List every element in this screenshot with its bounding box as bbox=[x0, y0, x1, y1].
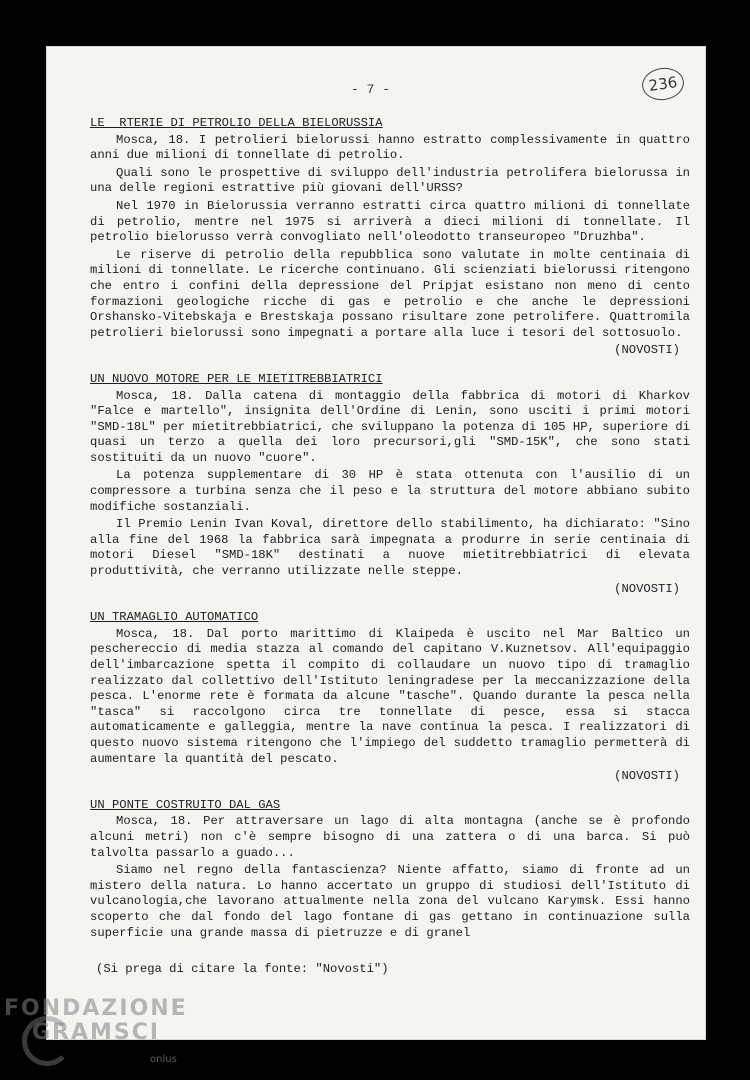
article-paragraph: Mosca, 18. I petrolieri bielorussi hanno estratto complessivamente in quattro anni due milioni di tonnellate di petrolio. bbox=[90, 132, 690, 163]
article-source: (NOVOSTI) bbox=[614, 581, 680, 596]
document-page bbox=[46, 46, 706, 1040]
article-paragraph: Mosca, 18. Per attraversare un lago di alta montagna (anche se è profondo alcuni metri) non c'è sempre bisogno di una zattera o di una barca. Si può talvolta passarlo a guado... bbox=[90, 814, 690, 860]
article bbox=[90, 798, 690, 941]
article-paragraph: Nel 1970 in Bielorussia verranno estratti circa quattro milioni di tonnellate di petrolio, mentre nel 1975 si arriverà a dieci milioni di tonnellate. Il petrolio bielorusso verrà convogliato nell'oleodotto transeuropeo "Druzhba". bbox=[90, 198, 690, 245]
article-headline: UN NUOVO MOTORE PER LE MIETITREBBIATRICI bbox=[90, 371, 383, 386]
fondazione-gramsci-watermark bbox=[4, 996, 204, 1076]
citation-note: (Si prega di citare la fonte: "Novosti") bbox=[96, 962, 389, 976]
article-source: (NOVOSTI) bbox=[614, 343, 680, 358]
article bbox=[90, 116, 690, 359]
archive-stamp: 236 bbox=[640, 65, 686, 103]
page-number: - 7 - bbox=[351, 82, 391, 97]
article bbox=[90, 372, 690, 597]
article-paragraph: Quali sono le prospettive di sviluppo dell'industria petrolifera bielorussa in una delle regioni estrattive più giovani dell'URSS? bbox=[90, 165, 690, 196]
watermark-line2: GRAMSCI bbox=[32, 1020, 161, 1045]
article-paragraph: Mosca, 18. Dal porto marittimo di Klaipeda è uscito nel Mar Baltico un peschereccio di media stazza al comando del capitano V.Kuznetsov. All'equipaggio dell'imbarcazione spetta il compito di collaudare un nuovo tipo di tramaglio realizzato dal collettivo dell'Istituto leningradese per la meccanizzazione della pesca. L'enorme rete è formata da alcune "tasche". Quando durante la pesca nella "tasca" si raccolgono circa tre tonnellate di pesce, essa si stacca automaticamente e galleggia, mentre la nave continua la pesca. I realizzatori di questo nuovo sistema ritengono che l'impiego del suddetto tramaglio permetterà di aumentare la quantità del pescato. bbox=[90, 626, 690, 766]
article-paragraph: La potenza supplementare di 30 HP è stata ottenuta con l'ausilio di un compressore a turbina senza che il peso e la struttura del motore abbiano subito modifiche sostanziali. bbox=[90, 468, 690, 514]
article-headline: UN PONTE COSTRUITO DAL GAS bbox=[90, 797, 281, 812]
article-source: (NOVOSTI) bbox=[614, 769, 680, 784]
watermark-line3: onlus bbox=[150, 1054, 177, 1065]
article-paragraph: Le riserve di petrolio della repubblica sono valutate in molte centinaia di milioni di tonnellate. Le ricerche continuano. Gli scienziati bielorussi ritengono che entro i confini della depressione del Pripjat esistano non meno di cento formazioni geologiche ricche di gas e petrolio e che anche le depressioni Orshansko-Vitebskaja e Brestskaja possano risultare zone petrolifere. Quattromila petrolieri bielorussi sono impegnati a portare alla luce i tesori del sottosuolo. bbox=[90, 247, 690, 340]
article-headline: UN TRAMAGLIO AUTOMATICO bbox=[90, 610, 259, 625]
article-list bbox=[90, 116, 690, 954]
watermark-line1: FONDAZIONE bbox=[4, 996, 188, 1021]
article bbox=[90, 610, 690, 785]
article-paragraph: Siamo nel regno della fantascienza? Niente affatto, siamo di fronte ad un mistero della natura. Lo hanno accertato un gruppo di studiosi dell'Istituto di vulcanologia,che lavorano attualmente nella zona del vulcano Karymsk. Essi hanno scoperto che dal fondo del lago fontane di gas gettano in continuazione sulla superficie una grande massa di pietruzze e di granel bbox=[90, 863, 690, 940]
article-headline: LE RTERIE DI PETROLIO DELLA BIELORUSSIA bbox=[90, 116, 383, 130]
article-paragraph: Il Premio Lenin Ivan Koval, direttore dello stabilimento, ha dichiarato: "Sino alla fine del 1968 la fabbrica sarà impegnata a produrre in serie centinaia di motori Diesel "SMD-18K" destinati a nuove mietitrebbiatrici di elevata produttività, che verranno utilizzate nelle steppe. bbox=[90, 517, 690, 579]
article-paragraph: Mosca, 18. Dalla catena di montaggio della fabbrica di motori di Kharkov "Falce e martello", insignita dell'Ordine di Lenin, sono usciti i primi motori "SMD-18L" per mietitrebbiatrici, che sviluppano la potenza di 105 HP, superiore di quasi un terzo a quella dei loro precursori,gli "SMD-15K", che sono stati sostituiti da un nuovo "cuore". bbox=[90, 388, 690, 465]
